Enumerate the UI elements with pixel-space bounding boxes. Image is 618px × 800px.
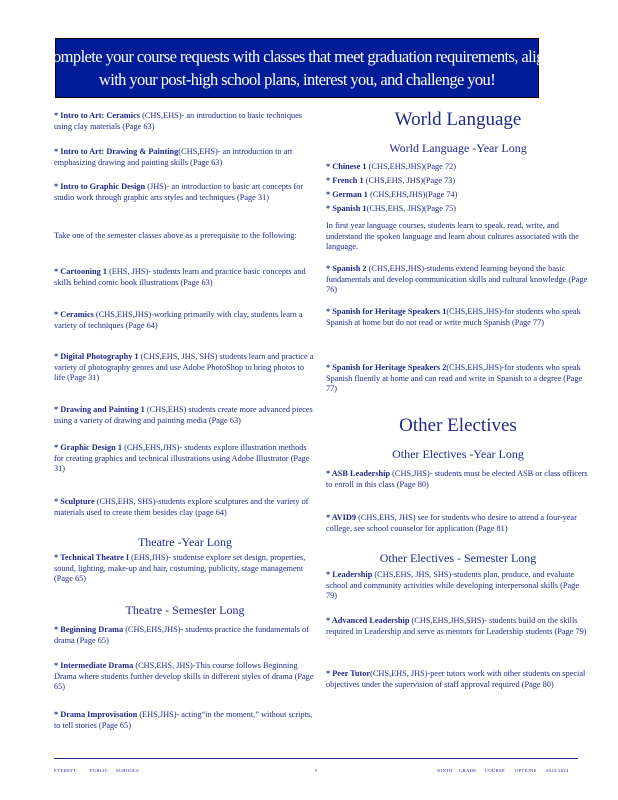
header-banner: [42, 38, 552, 98]
course-entry: * Digital Photography 1 (CHS,EHS, JHS, SHS) students learn and practice a variety of photography genres and use Adobe PhotoShop to bring photos to life (Page 31): [54, 352, 314, 383]
course-entry: * Sculpture (CHS,EHS, SHS)-students explore sculptures and the variety of materials used to create them besides clay (page 64): [54, 497, 309, 517]
footer-text: GRADE: [459, 768, 477, 773]
course-entry: * German 1 (CHS,EHS,JHS)(Page 74): [326, 190, 458, 199]
section-heading-other-electives-semester: Other Electives - Semester Long: [379, 551, 537, 565]
section-title-world-language: World Language: [394, 109, 522, 130]
prerequisite-note: Take one of the semester classes above as a prerequisite to the following:: [54, 231, 297, 240]
course-entry: * Intro to Art: Ceramics (CHS,EHS)- an introduction to basic techniques using clay materials (Page 63): [54, 111, 303, 131]
banner-line-2: with your post-high school plans, interest you, and challenge you!: [98, 70, 496, 89]
footer-text: OPTIONS: [515, 768, 537, 773]
course-entry: * Drama Improvisation (EHS,JHS)- acting“in the moment,” without scripts, to tell stories (Page 65): [54, 710, 313, 730]
course-entry: * Peer Tutor(CHS,EHS, JHS)-peer tutors work with other students on special objectives under the supervision of staff approval required (Page 80): [326, 669, 586, 689]
page-number: 5: [315, 768, 318, 773]
page-footer: [54, 758, 578, 773]
course-entry: * Technical Theatre I (EHS,JHS)- studentse explore set design, properties, sound, lighting, make-up and hair, costuming, publicity, stage management (Page 65): [54, 553, 306, 584]
course-entry: * Leadership (CHS,EHS, JHS, SHS)-students plan, produce, and evaluate school and community activities while developing interpersonal skills (Page 79): [326, 570, 580, 601]
course-entry: * Intro to Graphic Design (JHS)- an introduction to basic art concepts for studio work through graphic arts styles and techniques (Page 31): [54, 182, 304, 202]
course-entry: * Spanish 2 (CHS,EHS,JHS)-students extend learning beyond the basic fundamentals and develop communication skills and cultural knowledge (Page 76): [326, 264, 588, 295]
footer-text: SCHOOLS: [116, 768, 140, 773]
section-heading-world-language-year: World Language -Year Long: [389, 141, 527, 155]
footer-year: 2023-2024: [546, 768, 569, 773]
course-entry: * ASB Leadership (CHS,JHS)- students must be elected ASB or class officers to enroll in this class (Page 80): [326, 469, 588, 489]
footer-text: EVERETT: [54, 768, 77, 773]
footer-text: PUBLIC: [90, 768, 109, 773]
course-entry: * Graphic Design 1 (CHS,EHS,JHS)- students explore illustration methods for creating graphics and technical illustrations using Adobe Illustrator (Page 31): [54, 443, 310, 474]
section-heading-theatre-year: Theatre -Year Long: [137, 535, 233, 549]
course-entry: * Spanish 1(CHS,EHS, JHS)(Page 75): [326, 204, 457, 213]
section-heading-other-electives-year: Other Electives -Year Long: [392, 447, 524, 461]
section-title-other-electives: Other Electives: [399, 415, 517, 436]
course-entry: * Advanced Leadership (CHS,EHS,JHS,SHS)- students build on the skills required in Leadership and serve as mentors for Leadership students (Page 79): [326, 616, 587, 636]
course-entry: * Intro to Art: Drawing & Painting(CHS,EHS)- an introduction to art emphasizing drawing and painting skills (Page 63): [54, 147, 293, 167]
course-entry: * Drawing and Painting 1 (CHS,EHS) students create more advanced pieces using a variety of drawing and painting media (Page 63): [54, 405, 313, 425]
course-entry: * Intermediate Drama (CHS,EHS, JHS)-This course follows Beginning Drama where students further develop skills in different styles of drama (Page 65): [54, 661, 314, 692]
footer-text: COURSE: [485, 768, 505, 773]
course-entry: * Ceramics (CHS,EHS,JHS)-working primarily with clay, students learn a variety of techniques (Page 64): [54, 310, 303, 330]
course-entry: * French 1 (CHS,EHS, JHS)(Page 73): [326, 176, 456, 185]
course-entry: * Cartooning 1 (EHS, JHS)- students learn and practice basic concepts and skills behind comic book illustrations (Page 63): [54, 267, 306, 287]
footer-text: NINTH: [437, 768, 453, 773]
language-description: In first year language courses, students learn to speak, read, write, and understand the spoken language and learn about cultures associated with the language.: [326, 221, 579, 252]
banner-line-1: Complete your course requests with classes that meet graduation requirements, align: [42, 47, 552, 66]
course-entry: * Beginning Drama (CHS,EHS,JHS)- students practice the fundamentals of drama (Page 65): [54, 625, 309, 645]
course-entry: * Spanish for Heritage Speakers 1(CHS,EHS,JHS)-for students who speak Spanish at home but do not read or write much Spanish (Page 77): [326, 307, 581, 327]
course-entry: * Chinese 1 (CHS,EHS,JHS)(Page 72): [326, 162, 457, 171]
course-entry: * AVID9 (CHS,EHS, JHS) see for students who desire to attend a four-year college, see school counselor for application (Page 81): [326, 513, 577, 533]
course-entry: * Spanish for Heritage Speakers 2(CHS,EHS,JHS)-for students who speak Spanish fluently at home and can read and write in Spanish to a degree (Page 77): [326, 363, 583, 394]
section-heading-theatre-semester: Theatre - Semester Long: [125, 603, 245, 617]
